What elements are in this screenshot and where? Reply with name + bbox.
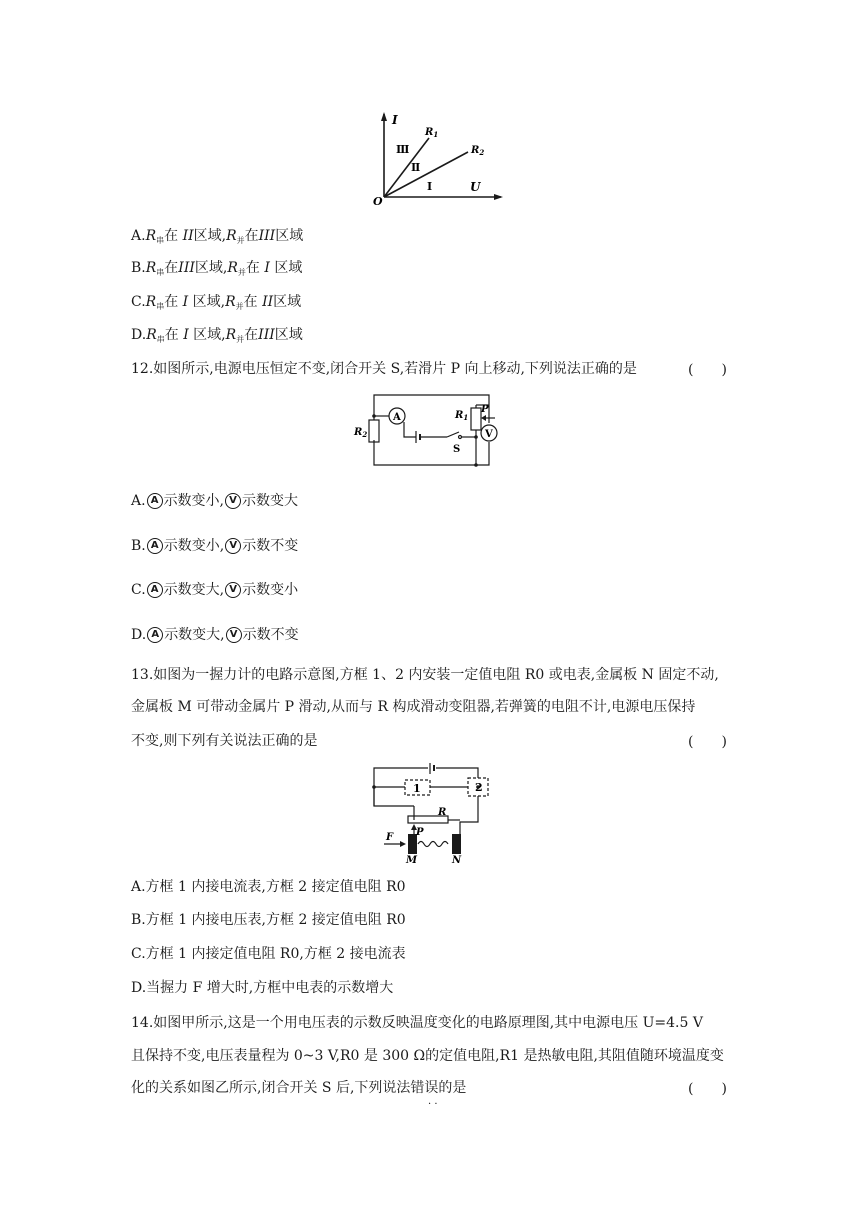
q13-option-d: D.当握力 F 增大时,方框中电表的示数增大 [131, 980, 394, 996]
q11-option-a: $A.R_串$在 II区域$,R_并$在III区域 [131, 228, 304, 245]
ammeter-icon: A [147, 627, 163, 643]
r1-label: $R_1$ [425, 127, 439, 139]
q11-option-b: $B.R_串$在III区域$,R_并$在 I 区域 [131, 260, 303, 277]
voltmeter-icon: V [226, 627, 242, 643]
q13-stem-line-2: 金属板 M 可带动金属片 P 滑动,从而与 R 构成滑动变阻器,若弹簧的电阻不计,电源电压保持 [131, 699, 696, 715]
i-axis-arrow [381, 112, 387, 121]
q12-voltmeter-label: V [485, 429, 493, 440]
line-r2 [384, 152, 468, 197]
q12-r1-label: $R_1$ [455, 410, 469, 422]
q12-r2-label: $R_2$ [354, 427, 368, 439]
q13-stem-line-1: 13.如图为一握力计的电路示意图,方框 1、2 内安装一定值电阻 R0 或电表,金属板 N 固定不动, [131, 667, 719, 683]
q13-option-b: B.方框 1 内接电压表,方框 2 接定值电阻 R0 [131, 912, 406, 928]
voltmeter-icon: V [225, 582, 241, 598]
q13-m-label: M [406, 855, 418, 866]
q13-plate-n [452, 834, 461, 854]
voltmeter-icon: V [225, 493, 241, 509]
q12-ammeter-label: A [393, 412, 401, 423]
region-1-label: Ⅰ [427, 180, 433, 193]
iu-graph [0, 0, 860, 215]
q12-option-b: B. A 示数变小, V 示数不变 [131, 538, 299, 554]
ammeter-icon: A [147, 582, 163, 598]
q13-answer-paren: ( ) [688, 734, 727, 750]
q13-r-label: R [438, 807, 447, 818]
q14-answer-paren: ( ) [688, 1081, 727, 1097]
ammeter-icon: A [147, 538, 163, 554]
q13-option-c: C.方框 1 内接定值电阻 R0,方框 2 接电流表 [131, 946, 406, 962]
q14-stem-line-1: 14.如图甲所示,这是一个用电压表的示数反映温度变化的电路原理图,其中电源电压 U=4.5 V [131, 1015, 703, 1031]
q12-p-label: P [481, 404, 489, 415]
ammeter-icon: A [147, 493, 163, 509]
axis-u-label: U [470, 180, 481, 194]
q13-box-2-label: 2 [475, 781, 483, 794]
q12-s-label: S [453, 444, 461, 455]
q12-option-c: C. A 示数变大, V 示数变小 [131, 582, 299, 598]
origin-label: O [373, 195, 383, 208]
q12-slider-arrow [481, 415, 486, 421]
q12-option-d: D. A 示数变大, V 示数不变 [131, 627, 299, 643]
q13-circuit [0, 760, 860, 870]
q13-stem-line-3: 不变,则下列有关说法正确的是 [131, 733, 318, 749]
q12-option-a: A. A 示数变小, V 示数变大 [131, 493, 299, 509]
q13-option-a: A.方框 1 内接电流表,方框 2 接定值电阻 R0 [131, 879, 406, 895]
r2-label: $R_2$ [471, 145, 485, 157]
q14-stem-line-2: 且保持不变,电压表量程为 0~3 V,R0 是 300 Ω的定值电阻,R1 是热敏电阻,其阻值随环境温度变 [131, 1048, 724, 1064]
q13-p-label: P [416, 827, 424, 838]
q12-stem: 12.如图所示,电源电压恒定不变,闭合开关 S,若滑片 P 向上移动,下列说法正确的是 [131, 361, 637, 377]
q11-option-c: $C.R_串$在 I 区域$,R_并$在 II区域 [131, 294, 302, 311]
q13-f-label: F [386, 832, 394, 843]
q12-r1-resistor [471, 408, 481, 430]
q12-circuit [0, 390, 860, 470]
region-3-label: Ⅲ [396, 143, 410, 156]
region-2-label: Ⅱ [411, 161, 421, 174]
q12-r2-resistor [369, 420, 379, 442]
axis-i-label: I [392, 113, 398, 127]
q12-answer-paren: ( ) [688, 362, 727, 378]
emphasis-dots: · · [428, 1099, 438, 1110]
voltmeter-icon: V [225, 538, 241, 554]
q13-box-1-label: 1 [413, 782, 421, 795]
u-axis-arrow [494, 194, 503, 200]
q14-stem-line-3: 化的关系如图乙所示,闭合开关 S 后,下列说法错误的是 [131, 1080, 467, 1096]
q11-option-d: $D.R_串$在 I 区域$,R_并$在III区域 [131, 327, 303, 344]
q13-n-label: N [452, 855, 462, 866]
